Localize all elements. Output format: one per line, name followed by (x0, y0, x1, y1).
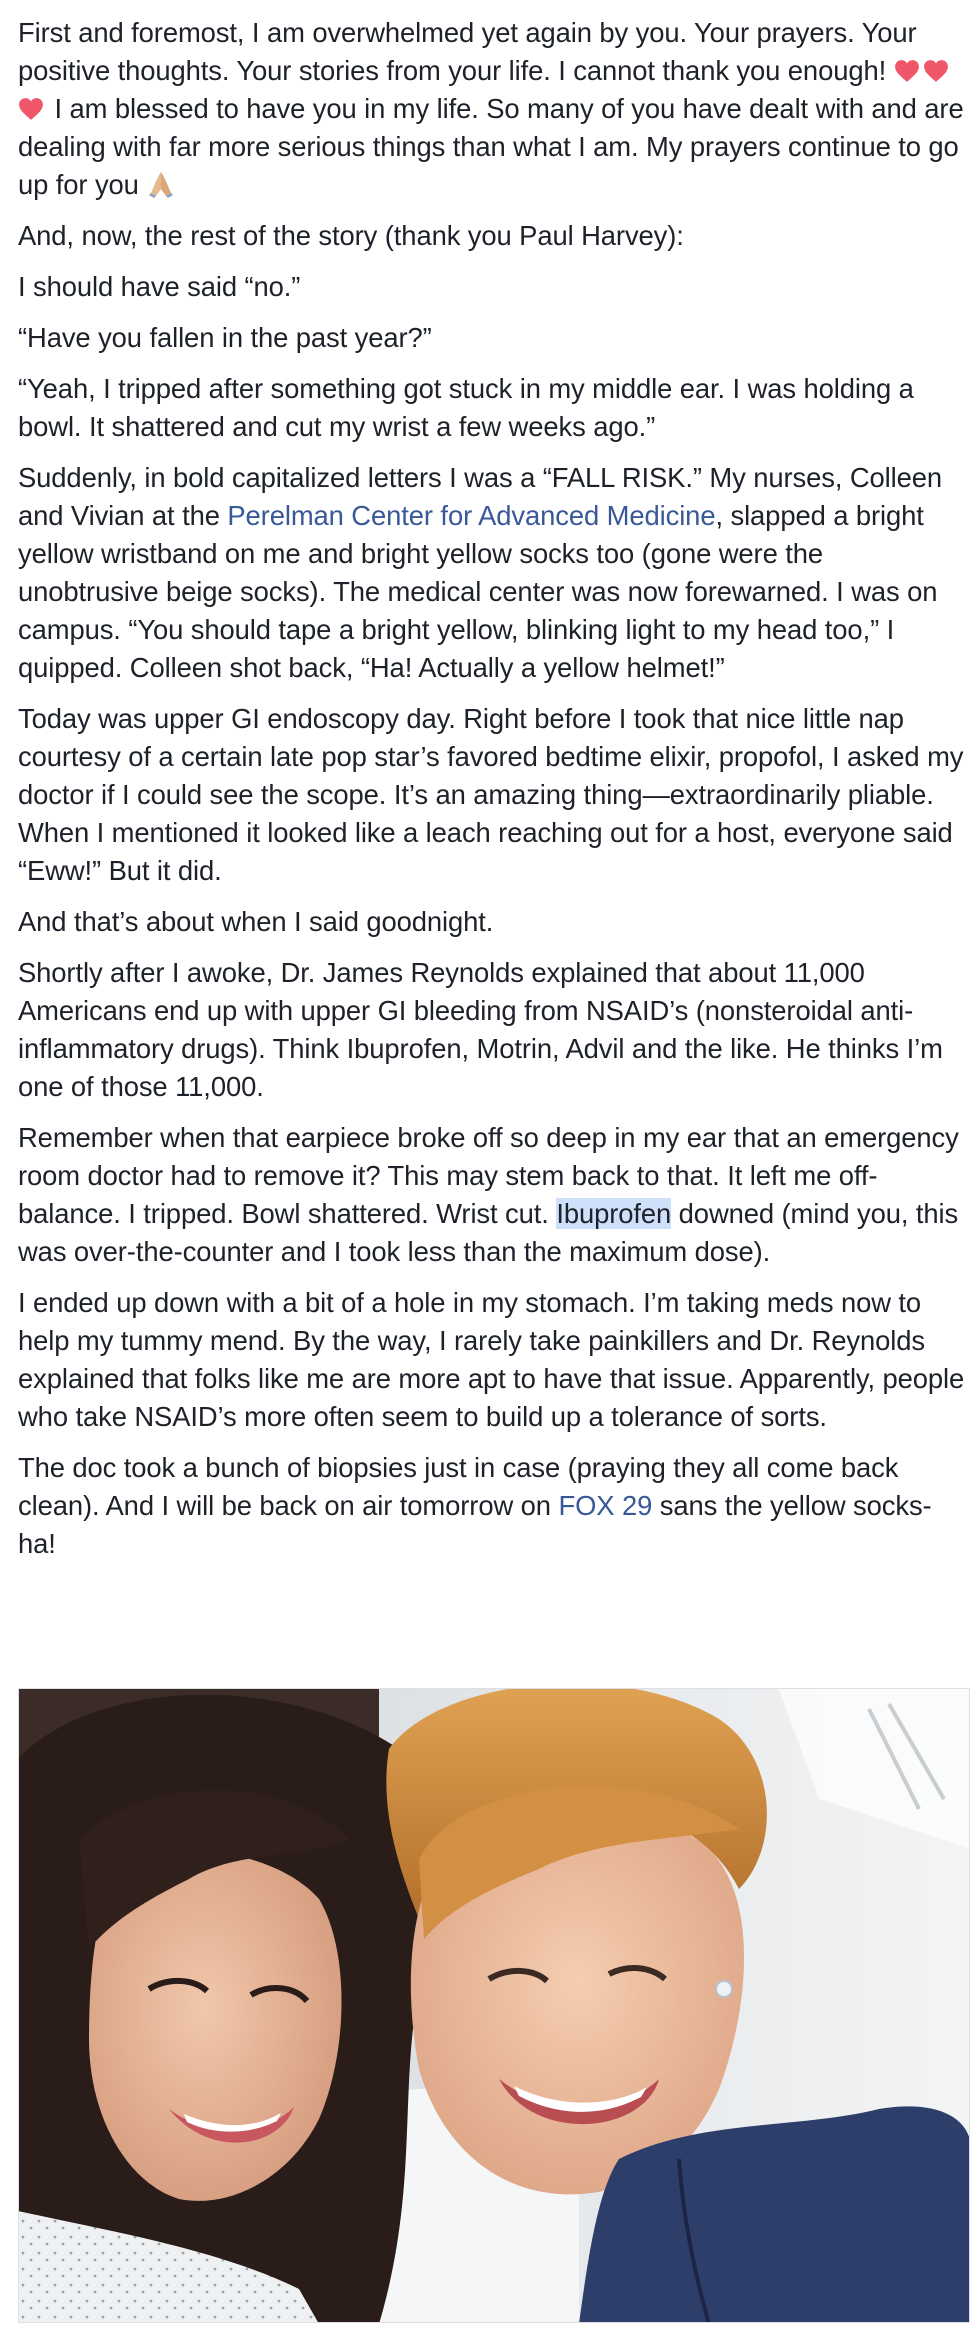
post-paragraph (18, 1449, 970, 1563)
post-paragraph (18, 1119, 970, 1271)
paragraph-text: downed (mind you, this was over-the-counter and I took less than the maximum dose). (18, 1198, 959, 1267)
post-paragraph: Shortly after I awoke, Dr. James Reynolds explained that about 11,000 Americans end up with upper GI bleeding from NSAID’s (nonsteroidal anti-inflammatory drugs). Think Ibuprofen, Motrin, Advil and the like. He thinks I’m one of those 11,000. (18, 957, 943, 1102)
post-paragraph: And that’s about when I said goodnight. (18, 906, 494, 937)
folded-hands-icon (146, 169, 176, 199)
perelman-center-link[interactable]: Perelman Center for Advanced Medicine (227, 500, 716, 531)
paragraph-text: , slapped a bright yellow wristband on me and bright yellow socks too (gone were the unobtrusive beige socks). The medical center was now forewarned. I was on campus. “You should tape a bright yellow, blinking light to my head too,” I quipped. Colleen shot back, “Ha! Actually a yellow helmet!” (18, 500, 938, 683)
paragraph-text: The doc took a bunch of biopsies just in case (praying they all come back clean). And I will be back on air tomorrow on (18, 1452, 899, 1521)
selfie-photo-illustration (19, 1689, 970, 2323)
heart-icon (18, 97, 44, 121)
post-paragraph: Today was upper GI endoscopy day. Right before I took that nice little nap courtesy of a certain late pop star’s favored bedtime elixir, propofol, I asked my doctor if I could see the scope. It’s an amazing thing—extraordinarily pliable. When I mentioned it looked like a leach reaching out for a host, everyone said “Eww!” But it did. (18, 703, 964, 886)
heart-icon (923, 59, 949, 83)
post-paragraph (18, 14, 970, 204)
selected-text-highlight[interactable]: Ibuprofen (556, 1198, 672, 1229)
post-body (18, 14, 970, 1576)
post-paragraph: “Yeah, I tripped after something got stuck in my middle ear. I was holding a bowl. It shattered and cut my wrist a few weeks ago.” (18, 373, 914, 442)
post-paragraph: “Have you fallen in the past year?” (18, 322, 432, 353)
post-paragraph: And, now, the rest of the story (thank you Paul Harvey): (18, 220, 684, 251)
paragraph-text: Remember when that earpiece broke off so deep in my ear that an emergency room doctor had to remove it? This may stem back to that. It left me off-balance. I tripped. Bowl shattered. Wrist cut. (18, 1122, 959, 1229)
post-paragraph: I ended up down with a bit of a hole in my stomach. I’m taking meds now to help my tummy mend. By the way, I rarely take painkillers and Dr. Reynolds explained that folks like me are more apt to have that issue. Apparently, people who take NSAID’s more often seem to build up a tolerance of sorts. (18, 1287, 965, 1432)
paragraph-text: First and foremost, I am overwhelmed yet again by you. Your prayers. Your positive thoughts. Your stories from your life. I cannot thank you enough! (18, 17, 917, 86)
paragraph-text: Suddenly, in bold capitalized letters I was a “FALL RISK.” My nurses, Colleen and Vivian at the (18, 462, 943, 531)
paragraph-text: I am blessed to have you in my life. So many of you have dealt with and are dealing with far more serious things than what I am. My prayers continue to go up for you (18, 93, 964, 200)
post-photo[interactable] (18, 1688, 970, 2323)
post-paragraph: I should have said “no.” (18, 271, 301, 302)
heart-icon (894, 59, 920, 83)
fox29-link[interactable]: FOX 29 (558, 1490, 653, 1521)
paragraph-text: sans the yellow socks- ha! (18, 1490, 932, 1559)
post-paragraph (18, 459, 970, 687)
